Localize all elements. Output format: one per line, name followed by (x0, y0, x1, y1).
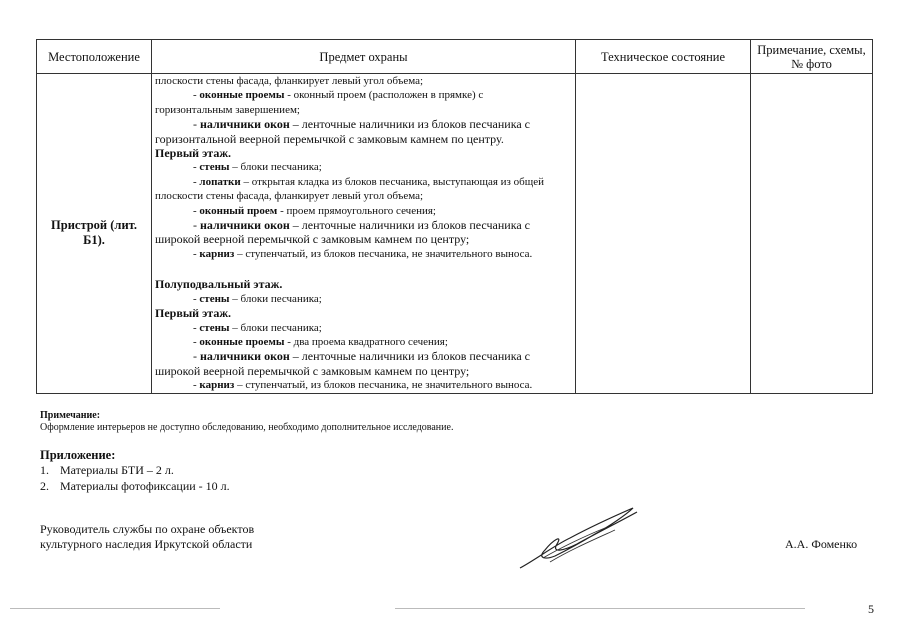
list-item (40, 478, 230, 494)
line-text: - оконный проем (расположен в прямке) с (284, 89, 484, 102)
subject-line (155, 132, 571, 146)
line-text: Полуподвальный этаж. (155, 277, 283, 292)
line-text: горизонтальной веерной перемычкой с замковым камнем по центру. (155, 131, 504, 146)
line-text: - два проема квадратного сечения; (284, 335, 448, 348)
line-text: - проем прямоугольного сечения; (277, 204, 436, 217)
subject-line (155, 146, 571, 160)
subject-line (155, 204, 571, 218)
appendix-item-text: Материалы БТИ – 2 л. (60, 463, 174, 477)
line-text: горизонтальным завершением; (155, 103, 300, 116)
line-text: – ступенчатый, из блоков песчаника, не значительного выноса. (234, 379, 533, 392)
line-text: – блоки песчаника; (229, 292, 322, 305)
line-prefix: - (193, 349, 200, 364)
line-prefix: - (193, 379, 200, 392)
subject-line (155, 321, 571, 335)
note-text: Оформление интерьеров не доступно обследованию, необходимо дополнительное исследование. (40, 422, 454, 433)
protection-subject-table (36, 39, 873, 394)
signature-image (515, 500, 645, 575)
feature-term: наличники окон (200, 218, 290, 233)
footer-divider (10, 608, 220, 609)
header-condition: Техническое состояние (576, 40, 751, 74)
feature-term: стены (199, 161, 230, 174)
subject-cell (152, 74, 576, 394)
condition-cell (576, 74, 751, 394)
subject-line (155, 88, 571, 102)
signer-name: А.А. Фоменко (785, 537, 858, 551)
subject-line (155, 189, 571, 203)
subject-line (155, 117, 571, 131)
line-prefix: - (193, 89, 200, 102)
appendix-item-text: Материалы фотофиксации - 10 л. (60, 479, 230, 493)
line-prefix: - (193, 292, 200, 305)
line-text: Первый этаж. (155, 146, 232, 161)
feature-term: стены (199, 321, 230, 334)
location-cell: Пристрой (лит. Б1). (37, 74, 152, 394)
feature-term: оконные проемы (199, 335, 285, 348)
signer-title-line: Руководитель службы по охране объектов (40, 522, 255, 536)
subject-line (155, 335, 571, 349)
line-text: широкой веерной перемычкой с замковым камнем по центру; (155, 363, 470, 378)
line-text: – ленточные наличники из блоков песчаника с (289, 218, 530, 233)
feature-term: наличники окон (200, 117, 290, 132)
feature-term: оконные проемы (199, 89, 285, 102)
line-text: широкой веерной перемычкой с замковым камнем по центру; (155, 232, 470, 247)
line-text: – ступенчатый, из блоков песчаника, не значительного выноса. (234, 247, 533, 260)
subject-line (155, 232, 571, 246)
subject-line (155, 160, 571, 174)
line-prefix: - (193, 161, 200, 174)
header-notes: Примечание, схемы, № фото (751, 40, 873, 74)
notes-cell (751, 74, 873, 394)
line-prefix: - (193, 175, 200, 188)
line-text: – ленточные наличники из блоков песчаника с (289, 117, 530, 132)
line-prefix: - (193, 321, 200, 334)
subject-line (155, 349, 571, 363)
subject-line (155, 277, 571, 291)
subject-line (155, 364, 571, 378)
feature-term: стены (199, 292, 230, 305)
appendix-item-number: 1. (40, 463, 49, 477)
line-prefix: - (193, 218, 200, 233)
feature-term: карниз (199, 379, 235, 392)
line-prefix: - (193, 117, 200, 132)
subject-line (155, 247, 571, 261)
line-text: – открытая кладка из блоков песчаника, выступающая из общей (240, 175, 544, 188)
header-subject: Предмет охраны (152, 40, 576, 74)
line-text: – блоки песчаника; (229, 161, 322, 174)
line-text: плоскости стены фасада, фланкирует левый угол объема; (155, 190, 424, 203)
feature-term: лопатки (199, 175, 241, 188)
table-row (37, 74, 873, 394)
subject-lines (155, 74, 571, 393)
appendix-list (40, 462, 230, 494)
list-item (40, 462, 230, 478)
subject-line (155, 103, 571, 117)
appendix-title: Приложение: (40, 448, 116, 462)
feature-term: наличники окон (200, 349, 290, 364)
subject-line (155, 306, 571, 320)
line-prefix: - (193, 204, 200, 217)
page-number: 5 (868, 602, 874, 616)
subject-line (155, 378, 571, 392)
line-text: – ленточные наличники из блоков песчаника с (289, 349, 530, 364)
line-text: Первый этаж. (155, 306, 232, 321)
line-text: плоскости стены фасада, фланкирует левый угол объема; (155, 75, 424, 87)
line-prefix: - (193, 335, 200, 348)
note-label: Примечание: (40, 410, 101, 421)
footer-divider (395, 608, 805, 609)
subject-line (155, 74, 571, 88)
subject-line (155, 292, 571, 306)
line-text: – блоки песчаника; (229, 321, 322, 334)
line-prefix: - (193, 247, 200, 260)
table-header-row (37, 40, 873, 74)
feature-term: карниз (199, 247, 235, 260)
subject-line (155, 218, 571, 232)
appendix-item-number: 2. (40, 479, 49, 493)
header-location: Местоположение (37, 40, 152, 74)
feature-term: оконный проем (199, 204, 278, 217)
signer-title-line: культурного наследия Иркутской области (40, 537, 253, 551)
subject-line (155, 175, 571, 189)
subject-line (155, 261, 571, 277)
signer-title (40, 522, 254, 552)
